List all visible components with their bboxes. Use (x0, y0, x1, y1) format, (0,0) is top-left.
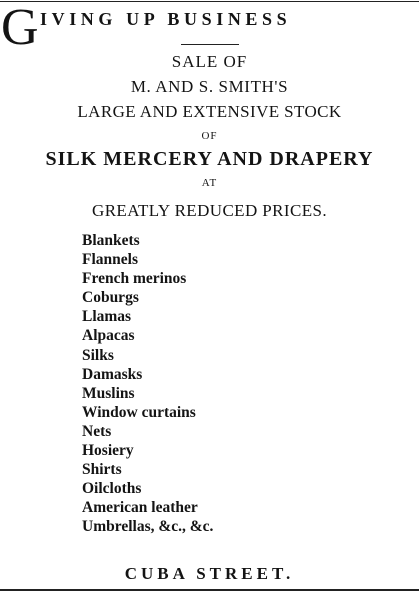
list-item: Window curtains (82, 403, 196, 421)
list-item: Muslins (82, 384, 135, 402)
at-line: AT (201, 177, 218, 189)
list-item: American leather (82, 499, 198, 517)
stock-line: LARGE AND EXTENSIVE STOCK (77, 102, 342, 121)
list-item: Blankets (82, 232, 140, 249)
list-item: Umbrellas, &c., &c. (82, 518, 214, 536)
list-item: Nets (82, 422, 112, 440)
list-item: Silks (82, 346, 114, 364)
headline (0, 0, 419, 56)
headline-divider (181, 44, 239, 45)
list-item: Hosiery (82, 442, 134, 460)
list-item: Llamas (82, 308, 132, 326)
of-line: OF (201, 130, 218, 142)
list-item: Coburgs (82, 289, 139, 307)
bottom-rule (0, 589, 419, 591)
street-line: CUBA STREET. (124, 564, 295, 583)
list-item: Flannels (82, 251, 138, 269)
list-item: Oilcloths (82, 480, 142, 498)
sale-line: SALE OF (171, 52, 248, 71)
trade-line: SILK MERCERY AND DRAPERY (45, 148, 374, 170)
list-item: Alpacas (82, 327, 135, 345)
prices-line: GREATLY REDUCED PRICES. (92, 201, 327, 220)
list-item: French merinos (82, 270, 187, 288)
goods-list (82, 231, 213, 537)
headline-text: IVING UP BUSINESS (40, 9, 292, 29)
list-item: Shirts (82, 461, 122, 479)
headline-dropcap: G (1, 0, 39, 56)
list-item: Damasks (82, 365, 143, 383)
proprietors-line: M. AND S. SMITH'S (130, 77, 289, 96)
